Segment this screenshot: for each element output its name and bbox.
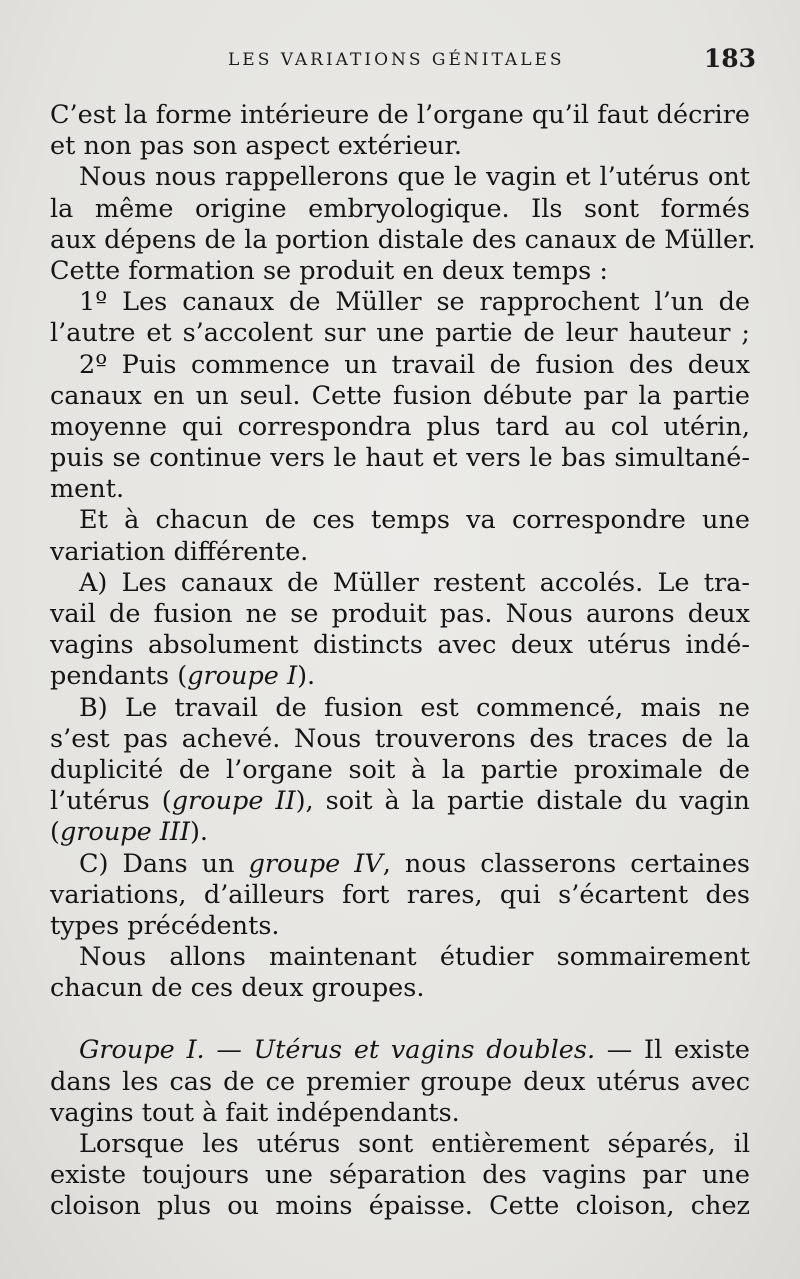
text-line: vagins absolument distincts avec deux utérus indé- xyxy=(50,630,750,661)
text-line: aux dépens de la portion distale des canaux de Müller. xyxy=(50,224,756,255)
running-title: LES VARIATIONS GÉNITALES xyxy=(228,50,565,70)
text-line: ment. xyxy=(50,474,125,505)
text-line: Cette formation se produit en deux temps : xyxy=(50,255,608,286)
text-line: Lorsque les utérus sont entièrement séparés, il xyxy=(79,1129,750,1159)
text-line: chacun de ces deux groupes. xyxy=(50,973,425,1004)
text-run: ( xyxy=(50,817,60,848)
text-line: et non pas son aspect extérieur. xyxy=(50,131,462,162)
italic-text: groupe III xyxy=(59,817,190,848)
body-text xyxy=(50,100,756,1223)
section-heading-line xyxy=(50,1035,750,1066)
text-line: Et à chacun de ces temps va correspondre une xyxy=(79,505,750,536)
text-run: l’utérus ( xyxy=(50,786,172,817)
section-heading: Groupe I. — Utérus et vagins doubles. xyxy=(79,1035,596,1066)
text-line: Nous nous rappellerons que le vagin et l’utérus ont xyxy=(79,162,750,193)
text-run: ), soit à la partie distale du vagin xyxy=(295,786,750,817)
text-line: vagins tout à fait indépendants. xyxy=(50,1097,460,1128)
page-header xyxy=(50,44,756,80)
text-line: s’est pas achevé. Nous trouverons des traces de la xyxy=(50,723,750,754)
text-line: A) Les canaux de Müller restent accolés. Le tra- xyxy=(79,567,750,598)
text-run: , nous classerons certaines xyxy=(382,848,751,879)
section-gap xyxy=(50,1004,750,1035)
text-line xyxy=(50,849,750,880)
text-line xyxy=(50,661,750,692)
text-line: la même origine embryologique. Ils sont formés xyxy=(50,193,750,224)
text-line: duplicité de l’organe soit à la partie proximale de xyxy=(50,754,750,785)
text-line: variation différente. xyxy=(50,536,309,567)
text-line: 1º Les canaux de Müller se rapprochent l’un de xyxy=(79,287,750,318)
text-run: pendants ( xyxy=(50,661,188,692)
italic-text: groupe I xyxy=(187,661,298,692)
text-line: moyenne qui correspondra plus tard au col utérin, xyxy=(50,411,750,442)
text-run: — Il existe xyxy=(595,1035,750,1066)
text-line: vail de fusion ne se produit pas. Nous aurons deux xyxy=(50,599,750,629)
italic-text: groupe IV xyxy=(248,848,383,879)
text-run: ). xyxy=(297,661,316,692)
text-line: dans les cas de ce premier groupe deux utérus avec xyxy=(50,1066,750,1097)
text-line: l’autre et s’accolent sur une partie de leur hauteur ; xyxy=(50,318,750,349)
page-number: 183 xyxy=(703,44,756,73)
text-run: C) Dans un xyxy=(79,848,249,879)
text-line: 2º Puis commence un travail de fusion des deux xyxy=(79,349,750,380)
text-line xyxy=(50,817,750,848)
italic-text: groupe II xyxy=(171,786,296,817)
text-line: types précédents. xyxy=(50,910,280,941)
text-line: B) Le travail de fusion est commencé, mais ne xyxy=(79,692,750,723)
text-line: C’est la forme intérieure de l’organe qu’il faut décrire xyxy=(50,100,750,130)
text-line xyxy=(50,786,750,817)
text-line: canaux en un seul. Cette fusion débute par la partie xyxy=(50,380,750,411)
text-line: Nous allons maintenant étudier sommairement xyxy=(79,942,750,973)
text-line: existe toujours une séparation des vagins par une xyxy=(50,1160,750,1191)
text-run: ). xyxy=(189,817,209,848)
text-line: puis se continue vers le haut et vers le bas simultané- xyxy=(50,443,750,474)
text-line: variations, d’ailleurs fort rares, qui s’écartent des xyxy=(50,879,750,910)
text-line: cloison plus ou moins épaisse. Cette cloison, chez xyxy=(50,1191,750,1222)
